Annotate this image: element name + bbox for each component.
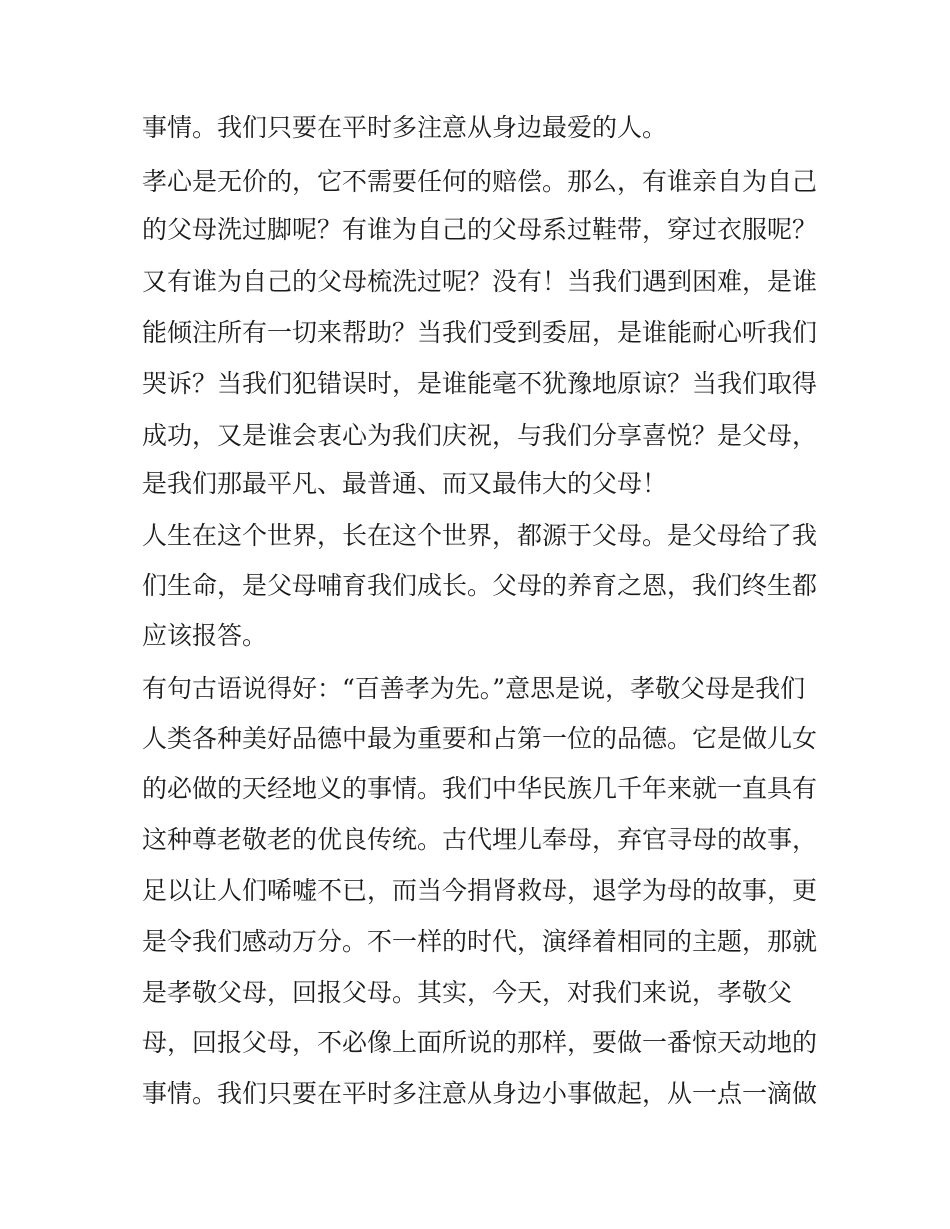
- text-line: 这种尊老敬老的优良传统。古代埋儿奉母，弃官寻母的故事，: [142, 825, 818, 854]
- text-line: 人类各种美好品德中最为重要和占第一位的品德。它是做儿女: [142, 724, 818, 753]
- text-line: 应该报答。: [142, 621, 268, 650]
- text-line: 是我们那最平凡、最普通、而又最伟大的父母！: [142, 469, 668, 498]
- text-line: 们生命，是父母哺育我们成长。父母的养育之恩，我们终生都: [142, 571, 818, 600]
- text-line: 的父母洗过脚呢？有谁为自己的父母系过鞋带，穿过衣服呢？: [142, 215, 818, 244]
- text-line: 又有谁为自己的父母梳洗过呢？没有！当我们遇到困难，是谁: [142, 267, 818, 296]
- text-line: 孝心是无价的，它不需要任何的赔偿。那么，有谁亲自为自己: [142, 167, 818, 196]
- text-line: 人生在这个世界，长在这个世界，都源于父母。是父母给了我: [142, 521, 818, 550]
- text-line: 有句古语说得好：“百善孝为先。”意思是说，孝敬父母是我们: [142, 674, 806, 703]
- text-line: 能倾注所有一切来帮助？当我们受到委屈，是谁能耐心听我们: [142, 318, 818, 347]
- text-line: 成功，又是谁会衷心为我们庆祝，与我们分享喜悦？是父母，: [142, 421, 818, 450]
- text-line: 是令我们感动万分。不一样的时代，演绎着相同的主题，那就: [142, 927, 818, 956]
- text-line: 事情。我们只要在平时多注意从身边最爱的人。: [142, 113, 668, 142]
- text-line: 足以让人们唏嘘不已，而当今捐肾救母，退学为母的故事，更: [142, 876, 818, 905]
- text-line: 事情。我们只要在平时多注意从身边小事做起，从一点一滴做: [142, 1079, 818, 1108]
- text-line: 是孝敬父母，回报父母。其实，今天，对我们来说，孝敬父: [142, 978, 793, 1007]
- text-line: 的必做的天经地义的事情。我们中华民族几千年来就一直具有: [142, 774, 818, 803]
- text-line: 母，回报父母，不必像上面所说的那样，要做一番惊天动地的: [142, 1028, 818, 1057]
- text-line: 哭诉？当我们犯错误时，是谁能毫不犹豫地原谅？当我们取得: [142, 369, 818, 398]
